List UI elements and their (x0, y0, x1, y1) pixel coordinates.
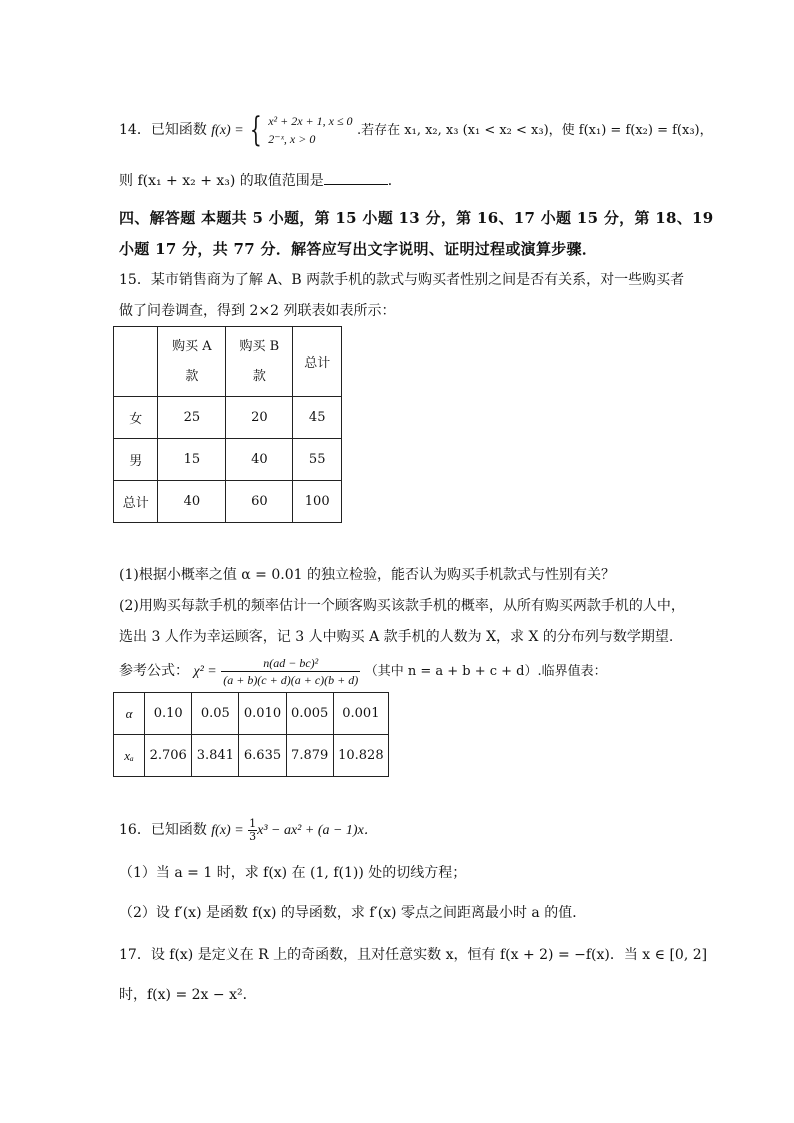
table-cell: 10.828 (333, 735, 388, 777)
formula-note: （其中 n = a + b + c + d）.临界值表： (364, 664, 607, 679)
table-row (114, 397, 342, 439)
q16-frac-num: 1 (249, 816, 257, 830)
table-cell: 100 (293, 481, 342, 523)
q15-formula-line (119, 652, 607, 690)
table-row (114, 735, 389, 777)
chi-square-fraction (221, 655, 360, 688)
q14-tail: .若存在 x₁, x₂, x₃ (x₁ < x₂ < x₃)，使 f(x₁) = f(x₂) = f(x₃)， (357, 123, 713, 138)
q14-lhs: f(x) = (211, 123, 244, 138)
q14-line1 (119, 112, 713, 148)
table-cell: 3.841 (192, 735, 239, 777)
table-cell: 45 (293, 397, 342, 439)
table-cell: xₐ (114, 735, 145, 777)
table-cell: 60 (226, 481, 293, 523)
table-cell: 男 (114, 439, 158, 481)
table-cell: 2.706 (145, 735, 192, 777)
critical-value-table (113, 692, 389, 777)
table-cell: α (114, 693, 145, 735)
q14-piece1: x² + 2x + 1, x ≤ 0 (268, 114, 353, 128)
q14-answer-blank (324, 170, 388, 185)
table-cell: 40 (158, 481, 226, 523)
table-cell: 0.10 (145, 693, 192, 735)
table-cell: 55 (293, 439, 342, 481)
table-cell: 购买 A 款 (158, 327, 226, 397)
q14-piece2: 2⁻ˣ, x > 0 (268, 132, 316, 146)
q15-part2-line1: (2)用购买每款手机的频率估计一个顾客购买该款手机的概率，从所有购买两款手机的人中， (119, 598, 685, 614)
table-cell: 6.635 (239, 735, 286, 777)
q15-line2: 做了问卷调查，得到 2×2 列联表如表所示： (119, 303, 396, 319)
q16-part1: （1）当 a = 1 时，求 f(x) 在 (1, f(1)) 处的切线方程； (119, 865, 467, 881)
table-cell: 女 (114, 397, 158, 439)
q17-line1: 17．设 f(x) 是定义在 R 上的奇函数，且对任意实数 x，恒有 f(x + 2) = −f(x)．当 x ∈ [0, 2] (119, 947, 708, 963)
q16-prefix: 16．已知函数 (119, 822, 207, 838)
q14-line2-text: 则 f(x₁ + x₂ + x₃) 的取值范围是 (119, 173, 324, 189)
q16-part2: （2）设 f′(x) 是函数 f(x) 的导函数，求 f′(x) 零点之间距离最小时 a 的值． (119, 905, 587, 921)
table-cell: 0.005 (286, 693, 333, 735)
table-cell: 40 (226, 439, 293, 481)
formula-label: 参考公式： (119, 663, 189, 679)
q14-prefix: 14．已知函数 (119, 122, 207, 138)
q15-part2-line2: 选出 3 人作为幸运顾客，记 3 人中购买 A 款手机的人数为 X，求 X 的分布列与数学期望. (119, 629, 674, 645)
table-cell: 0.05 (192, 693, 239, 735)
table-row (114, 327, 342, 397)
q15-line1: 15．某市销售商为了解 A、B 两款手机的款式与购买者性别之间是否有关系，对一些购买者 (119, 272, 685, 288)
table-cell: 总计 (114, 481, 158, 523)
q14-line2-end: ． (387, 173, 402, 189)
table-cell: 总计 (293, 327, 342, 397)
table-cell: 20 (226, 397, 293, 439)
q15-part1: (1)根据小概率之值 α = 0.01 的独立检验，能否认为购买手机款式与性别有关？ (119, 567, 615, 583)
formula-lhs: χ² = (193, 664, 217, 679)
q14-pieces (268, 112, 352, 148)
q14-brace: { (249, 110, 262, 150)
formula-denominator: (a + b)(c + d)(a + c)(b + d) (223, 672, 359, 687)
section-header-line2: 小题 17 分，共 77 分．解答应写出文字说明、证明过程或演算步骤． (119, 240, 598, 258)
q16-lhs: f(x) = (211, 823, 244, 838)
table-cell: 25 (158, 397, 226, 439)
q17-line2: 时，f(x) = 2x − x²． (119, 987, 257, 1003)
table-cell: 0.001 (333, 693, 388, 735)
contingency-table (113, 326, 342, 523)
formula-numerator: n(ad − bc)² (221, 655, 360, 672)
q16-line1 (119, 813, 378, 847)
q16-fraction (248, 818, 257, 843)
table-cell: 购买 B 款 (226, 327, 293, 397)
table-cell: 0.010 (239, 693, 286, 735)
table-cell (114, 327, 158, 397)
table-cell: 7.879 (286, 735, 333, 777)
table-row (114, 481, 342, 523)
table-row (114, 693, 389, 735)
q16-frac-den: 3 (249, 829, 257, 843)
q14-line2 (119, 170, 402, 190)
table-cell: 15 (158, 439, 226, 481)
table-row (114, 439, 342, 481)
q16-rest: x³ − ax² + (a − 1)x． (257, 823, 378, 838)
section-header-line1: 四、解答题 本题共 5 小题，第 15 小题 13 分，第 16、17 小题 15 分，第 18、19 (119, 209, 714, 227)
